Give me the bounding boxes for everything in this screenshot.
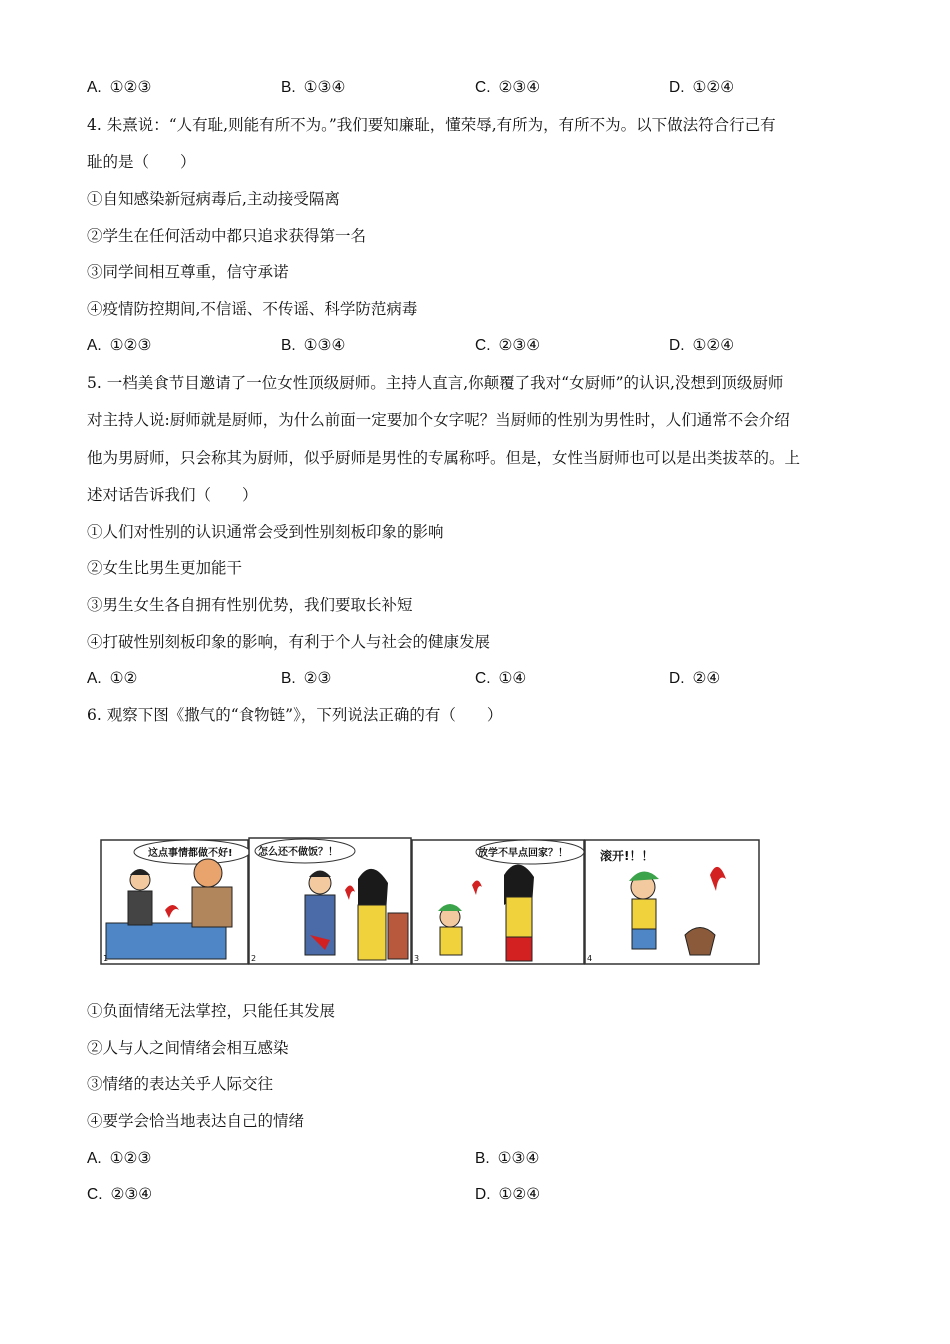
- comic-panel1-text: 这点事情都做不好!: [148, 848, 233, 859]
- option-value: ②③: [303, 669, 332, 687]
- q3-option-d: [669, 77, 734, 98]
- q3-option-b: [281, 77, 345, 98]
- option-value: ①③④: [497, 1149, 540, 1167]
- option-letter: B.: [281, 337, 296, 354]
- q4-option-c: [475, 335, 540, 356]
- q6-item-4: ④要学会恰当地表达自己的情绪: [87, 1112, 305, 1130]
- q4-stem-line2: 耻的是（ ）: [87, 153, 196, 171]
- q5-stem-line3: 他为男厨师，只会称其为厨师，似乎厨师是男性的专属称呼。但是，女性当厨师也可以是出类拔萃的。上: [87, 449, 801, 467]
- q4-stem-line1: 4. 朱熹说：“人有耻,则能有所不为。”我们要知廉耻，懂荣辱,有所为，有所不为。以下做法符合行己有: [87, 116, 776, 134]
- option-value: ①②④: [692, 78, 735, 96]
- q5-item-1: ①人们对性别的认识通常会受到性别刻板印象的影响: [87, 523, 444, 541]
- q6-option-c: [87, 1184, 152, 1205]
- q4-item-3: ③同学间相互尊重，信守承诺: [87, 263, 289, 281]
- option-letter: A.: [87, 670, 102, 687]
- option-value: ①②④: [692, 336, 735, 354]
- q4-item-1: ①自知感染新冠病毒后,主动接受隔离: [87, 190, 340, 208]
- option-value: ①④: [498, 669, 527, 687]
- option-value: ①②: [109, 669, 138, 687]
- q3-option-c: [475, 77, 540, 98]
- comic-panel2-text: 怎么还不做饭？！: [258, 847, 338, 858]
- option-value: ②③④: [498, 78, 541, 96]
- option-letter: C.: [475, 670, 491, 687]
- option-value: ①②③: [109, 78, 152, 96]
- q4-option-a: [87, 335, 151, 356]
- svg-text:4: 4: [587, 954, 593, 963]
- option-letter: B.: [281, 670, 296, 687]
- q6-option-d: [475, 1184, 540, 1205]
- option-value: ②③④: [498, 336, 541, 354]
- q3-option-a: [87, 77, 151, 98]
- q5-option-a: [87, 668, 137, 689]
- q5-option-c: [475, 668, 526, 689]
- q4-option-d: [669, 335, 734, 356]
- comic-panel4-text: 滚开!！！: [600, 849, 654, 863]
- option-value: ①③④: [303, 336, 346, 354]
- q4-item-2: ②学生在任何活动中都只追求获得第一名: [87, 227, 367, 245]
- q4-item-4: ④疫情防控期间,不信谣、不传谣、科学防范病毒: [87, 300, 418, 318]
- option-value: ②④: [692, 669, 721, 687]
- option-letter: C.: [475, 79, 491, 96]
- svg-text:2: 2: [251, 954, 257, 963]
- option-value: ①②③: [109, 336, 152, 354]
- option-letter: C.: [87, 1186, 103, 1203]
- q5-stem-line4: 述对话告诉我们（ ）: [87, 486, 258, 504]
- q5-option-d: [669, 668, 720, 689]
- q5-stem-line2: 对主持人说:厨师就是厨师，为什么前面一定要加个女字呢？当厨师的性别为男性时，人们通常不会介绍: [87, 411, 790, 429]
- svg-text:1: 1: [103, 954, 109, 963]
- q5-item-3: ③男生女生各自拥有性别优势，我们要取长补短: [87, 596, 413, 614]
- option-value: ①③④: [303, 78, 346, 96]
- q6-item-3: ③情绪的表达关乎人际交往: [87, 1075, 274, 1093]
- q6-item-2: ②人与人之间情绪会相互感染: [87, 1039, 289, 1057]
- q6-item-1: ①负面情绪无法掌控，只能任其发展: [87, 1002, 336, 1020]
- q4-option-b: [281, 335, 345, 356]
- q6-stem: 6. 观察下图《撒气的“食物链”》，下列说法正确的有（ ）: [87, 706, 503, 724]
- option-value: ②③④: [110, 1185, 153, 1203]
- option-letter: A.: [87, 1150, 102, 1167]
- q5-option-b: [281, 668, 331, 689]
- svg-text:3: 3: [414, 954, 420, 963]
- option-letter: B.: [475, 1150, 490, 1167]
- option-letter: D.: [669, 670, 685, 687]
- q5-item-2: ②女生比男生更加能干: [87, 559, 243, 577]
- comic-panel-2: [249, 838, 411, 964]
- comic-panel3-text: 放学不早点回家？！: [478, 848, 568, 859]
- comic-panel-1: [101, 840, 250, 964]
- option-value: ①②③: [109, 1149, 152, 1167]
- option-letter: A.: [87, 79, 102, 96]
- q6-option-a: [87, 1148, 151, 1169]
- option-letter: D.: [475, 1186, 491, 1203]
- option-letter: C.: [475, 337, 491, 354]
- q5-item-4: ④打破性别刻板印象的影响，有利于个人与社会的健康发展: [87, 633, 491, 651]
- q6-option-b: [475, 1148, 539, 1169]
- comic-strip-image: [100, 835, 760, 966]
- comic-panel-3: [412, 840, 584, 964]
- option-letter: D.: [669, 337, 685, 354]
- comic-panel-4: [585, 840, 759, 964]
- option-letter: B.: [281, 79, 296, 96]
- option-letter: A.: [87, 337, 102, 354]
- option-letter: D.: [669, 79, 685, 96]
- option-value: ①②④: [498, 1185, 541, 1203]
- q5-stem-line1: 5. 一档美食节目邀请了一位女性顶级厨师。主持人直言,你颠覆了我对“女厨师”的认识,没想到顶级厨师: [87, 374, 784, 392]
